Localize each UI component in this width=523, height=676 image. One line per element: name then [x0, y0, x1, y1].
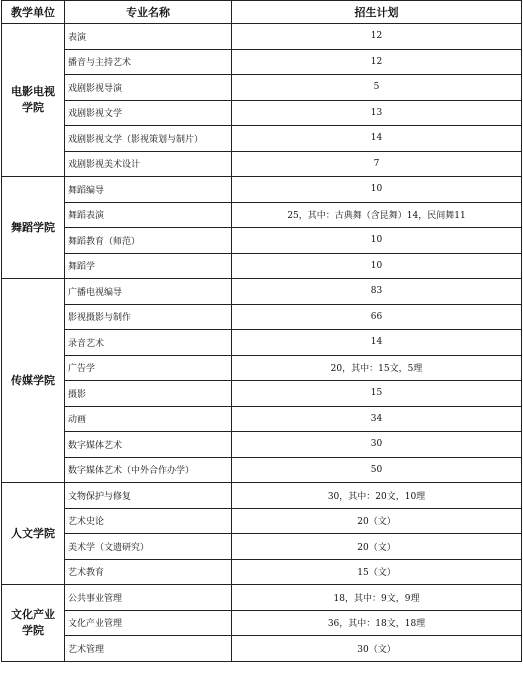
table-row	[2, 279, 522, 305]
major-name-cell: 戏剧影视美术设计	[65, 151, 232, 177]
enrollment-plan-cell: 66	[232, 304, 522, 330]
enrollment-plan-cell: 5	[232, 75, 522, 101]
college-cell	[2, 24, 65, 177]
college-name-line: 人文学院	[11, 526, 55, 540]
table-row	[2, 483, 522, 509]
college-name-line: 传媒学院	[11, 373, 55, 387]
enrollment-plan-cell: 7	[232, 151, 522, 177]
enrollment-plan-cell: 15（文）	[232, 559, 522, 585]
major-name-cell: 戏剧影视文学	[65, 100, 232, 126]
major-name-cell: 舞蹈编导	[65, 177, 232, 203]
major-name-cell: 舞蹈表演	[65, 202, 232, 228]
enrollment-plan-cell: 30（文）	[232, 636, 522, 662]
enrollment-plan-cell: 14	[232, 330, 522, 356]
table-row	[2, 381, 522, 407]
enrollment-plan-cell: 14	[232, 126, 522, 152]
college-name-line: 文化产业	[11, 607, 55, 621]
major-name-cell: 播音与主持艺术	[65, 49, 232, 75]
enrollment-plan-cell: 10	[232, 177, 522, 203]
major-name-cell: 艺术管理	[65, 636, 232, 662]
major-name-cell: 艺术史论	[65, 508, 232, 534]
college-name-line: 电影电视	[11, 85, 55, 98]
enrollment-plan-cell: 34	[232, 406, 522, 432]
major-name-cell: 广告学	[65, 355, 232, 381]
college-cell	[2, 585, 65, 662]
table-row	[2, 585, 522, 611]
major-name-cell: 数字媒体艺术（中外合作办学）	[65, 457, 232, 483]
table-row	[2, 126, 522, 152]
table-row	[2, 636, 522, 662]
major-name-cell: 舞蹈学	[65, 253, 232, 279]
table-row	[2, 228, 522, 254]
enrollment-plan-table	[1, 0, 522, 662]
enrollment-plan-cell: 13	[232, 100, 522, 126]
table-row	[2, 432, 522, 458]
major-name-cell: 文物保护与修复	[65, 483, 232, 509]
table-row	[2, 457, 522, 483]
major-name-cell: 动画	[65, 406, 232, 432]
table-row	[2, 355, 522, 381]
table-row	[2, 177, 522, 203]
table-row	[2, 202, 522, 228]
enrollment-plan-cell: 30	[232, 432, 522, 458]
enrollment-plan-cell: 30，其中：20文，10理	[232, 483, 522, 509]
major-name-cell: 美术学（文遗研究）	[65, 534, 232, 560]
major-name-cell: 戏剧影视文学（影视策划与制片）	[65, 126, 232, 152]
table-row	[2, 151, 522, 177]
college-cell	[2, 483, 65, 585]
table-row	[2, 406, 522, 432]
enrollment-plan-cell: 10	[232, 228, 522, 254]
major-name-cell: 影视摄影与制作	[65, 304, 232, 330]
college-cell	[2, 279, 65, 483]
enrollment-plan-cell: 50	[232, 457, 522, 483]
major-name-cell: 艺术教育	[65, 559, 232, 585]
college-name-line: 舞蹈学院	[11, 220, 55, 234]
major-name-cell: 表演	[65, 24, 232, 50]
major-name-cell: 摄影	[65, 381, 232, 407]
table-body	[2, 24, 522, 662]
major-name-cell: 广播电视编导	[65, 279, 232, 305]
table-row	[2, 534, 522, 560]
enrollment-plan-cell: 12	[232, 49, 522, 75]
major-name-cell: 文化产业管理	[65, 610, 232, 636]
table-row	[2, 24, 522, 50]
table-row	[2, 559, 522, 585]
college-name-line: 学院	[22, 101, 44, 114]
table-row	[2, 253, 522, 279]
enrollment-plan-cell: 20（文）	[232, 508, 522, 534]
table-row	[2, 304, 522, 330]
college-cell	[2, 177, 65, 279]
major-name-cell: 舞蹈教育（师范）	[65, 228, 232, 254]
enrollment-plan-cell: 25，其中：古典舞（含昆舞）14，民间舞11	[232, 202, 522, 228]
enrollment-plan-cell: 36，其中：18文，18理	[232, 610, 522, 636]
header-unit: 教学单位	[2, 1, 65, 24]
enrollment-plan-cell: 12	[232, 24, 522, 50]
header-plan: 招生计划	[232, 1, 522, 24]
major-name-cell: 戏剧影视导演	[65, 75, 232, 101]
college-name-line: 学院	[22, 623, 44, 637]
header-major: 专业名称	[65, 1, 232, 24]
major-name-cell: 录音艺术	[65, 330, 232, 356]
table-row	[2, 49, 522, 75]
table-row	[2, 508, 522, 534]
enrollment-plan-cell: 20（文）	[232, 534, 522, 560]
enrollment-plan-cell: 20，其中：15文，5理	[232, 355, 522, 381]
table-row	[2, 100, 522, 126]
table-row	[2, 330, 522, 356]
major-name-cell: 公共事业管理	[65, 585, 232, 611]
enrollment-plan-cell: 15	[232, 381, 522, 407]
table-row	[2, 75, 522, 101]
table-row	[2, 610, 522, 636]
enrollment-plan-cell: 18，其中：9文，9理	[232, 585, 522, 611]
major-name-cell: 数字媒体艺术	[65, 432, 232, 458]
enrollment-plan-cell: 10	[232, 253, 522, 279]
enrollment-plan-cell: 83	[232, 279, 522, 305]
